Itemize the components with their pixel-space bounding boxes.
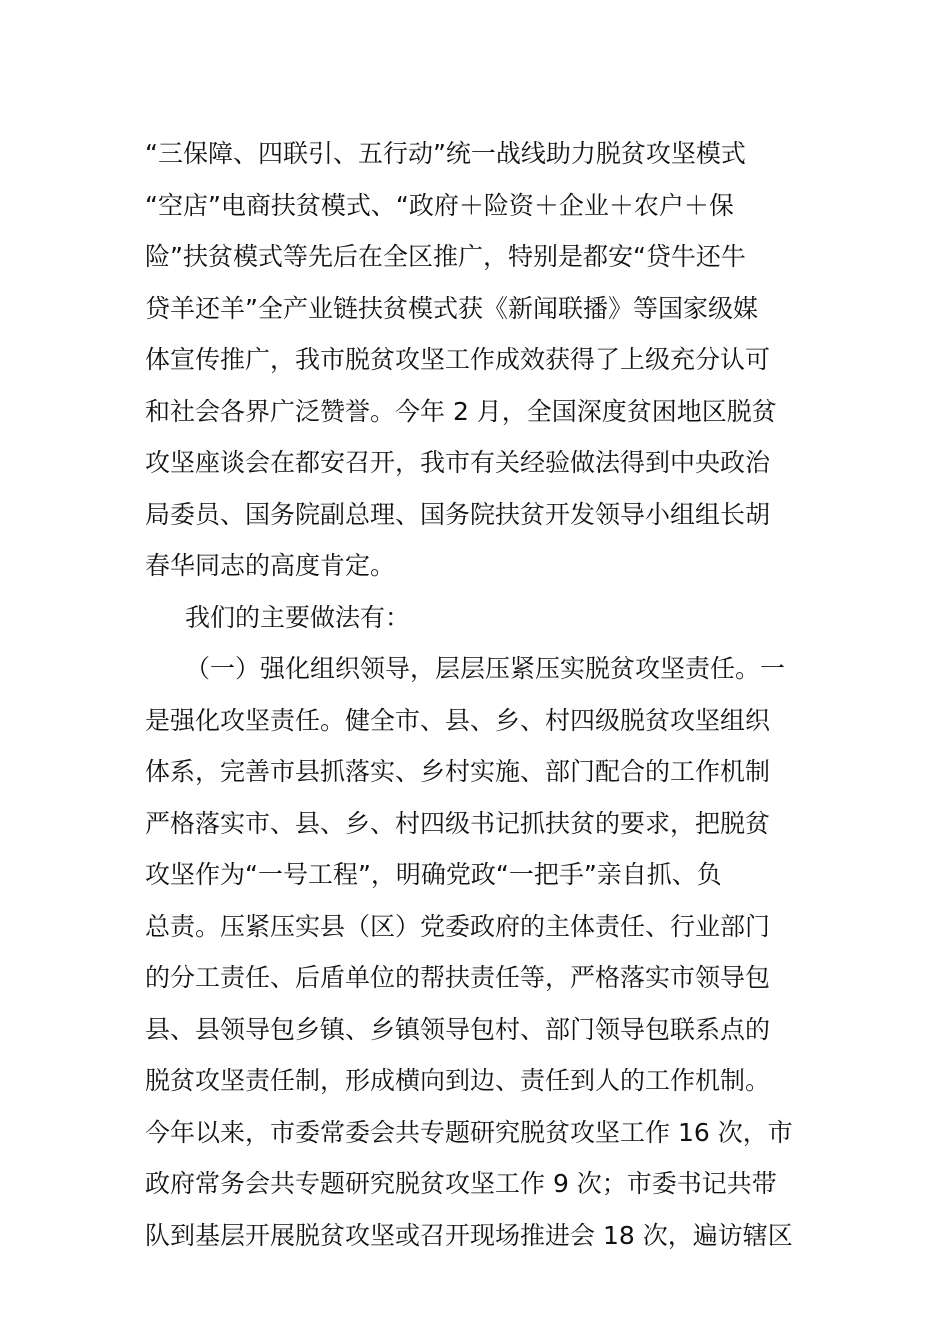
text-line-12: 是强化攻坚责任。健全市、县、乡、村四级脱贫攻坚组织 <box>145 705 771 735</box>
text-line-20: 今年以来，市委常委会共专题研究脱贫攻坚工作 16 次，市 <box>145 1117 793 1147</box>
text-line-13: 体系，完善市县抓落实、乡村实施、部门配合的工作机制 <box>145 757 771 786</box>
paragraph-heading-line: 我们的主要做法有： <box>185 602 411 632</box>
text-line-22: 队到基层开展脱贫攻坚或召开现场推进会 18 次，遍访辖区 <box>145 1220 793 1250</box>
text-line-4: 贷羊还羊”全产业链扶贫模式获《新闻联播》等国家级媒 <box>145 293 758 323</box>
text-line-19: 脱贫攻坚责任制，形成横向到边、责任到人的工作机制。 <box>145 1066 771 1095</box>
text-line-2: “空店”电商扶贫模式、“政府＋险资＋企业＋农户＋保 <box>145 190 734 220</box>
text-line-18: 县、县领导包乡镇、乡镇领导包村、部门领导包联系点的 <box>145 1014 771 1044</box>
text-line-1: “三保障、四联引、五行动”统一战线助力脱贫攻坚模式 <box>145 139 746 168</box>
text-line-21: 政府常务会共专题研究脱贫攻坚工作 9 次；市委书记共带 <box>145 1169 777 1198</box>
text-line-5: 体宣传推广，我市脱贫攻坚工作成效获得了上级充分认可 <box>145 345 771 374</box>
text-line-7: 攻坚座谈会在都安召开，我市有关经验做法得到中央政治 <box>145 448 771 477</box>
text-line-15: 攻坚作为“一号工程”，明确党政“一把手”亲自抓、负 <box>145 860 722 889</box>
text-line-6: 和社会各界广泛赞誉。今年 2 月，全国深度贫困地区脱贫 <box>145 396 777 426</box>
text-line-9: 春华同志的高度肯定。 <box>145 551 396 580</box>
document-body <box>145 128 810 1261</box>
text-line-3: 险”扶贫模式等先后在全区推广，特别是都安“贷牛还牛 <box>145 242 746 271</box>
section-heading-line: （一）强化组织领导，层层压紧压实脱贫攻坚责任。一 <box>185 654 786 683</box>
text-line-16: 总责。压紧压实县（区）党委政府的主体责任、行业部门 <box>145 911 771 941</box>
text-line-8: 局委员、国务院副总理、国务院扶贫开发领导小组组长胡 <box>145 499 771 529</box>
text-line-17: 的分工责任、后盾单位的帮扶责任等，严格落实市领导包 <box>145 963 771 992</box>
text-line-14: 严格落实市、县、乡、村四级书记抓扶贫的要求，把脱贫 <box>145 808 771 838</box>
